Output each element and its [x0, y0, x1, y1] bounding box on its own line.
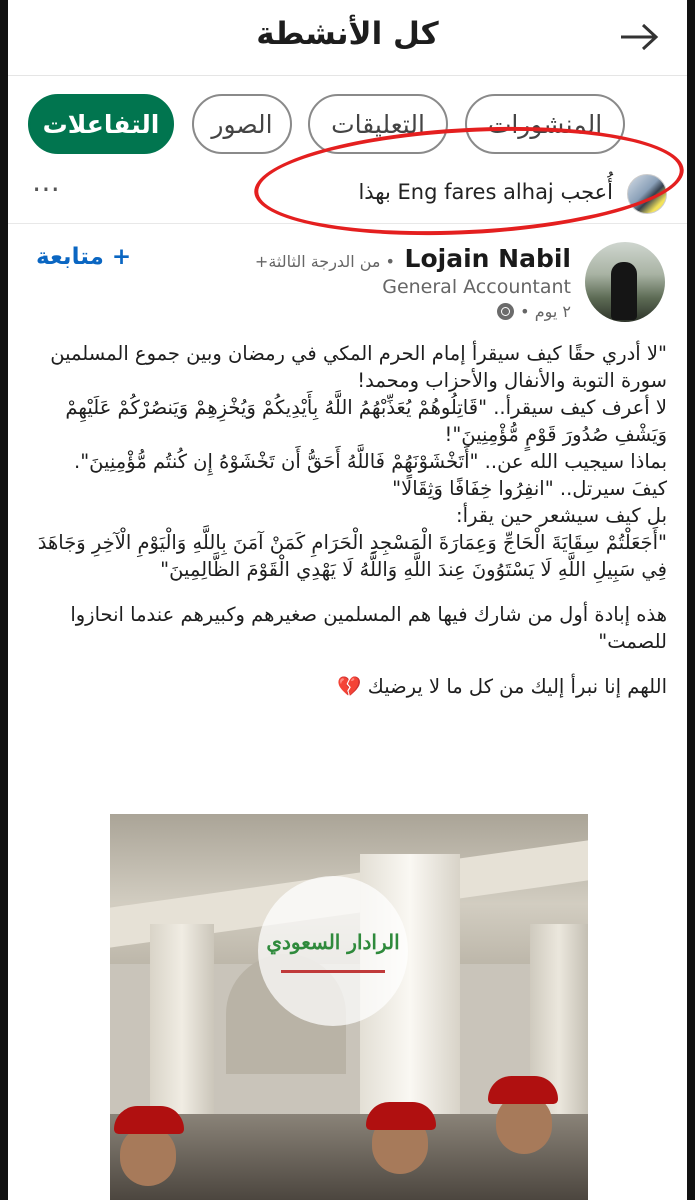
- page-title: كل الأنشطة: [256, 16, 439, 52]
- post-paragraph: بل كيف سيشعر حين يقرأ:: [456, 504, 667, 527]
- filter-comments[interactable]: التعليقات: [308, 94, 448, 154]
- arrow-right-icon[interactable]: [619, 22, 659, 52]
- activity-text: أُعجب Eng fares alhaj بهذا: [358, 180, 613, 204]
- connection-degree: • من الدرجة الثالثة+: [254, 252, 395, 271]
- more-options-icon[interactable]: ⋯: [32, 172, 62, 205]
- post-paragraph: لا أعرف كيف سيقرأ.. "قَاتِلُوهُمْ يُعَذِّبْهُمُ اللَّهُ بِأَيْدِيكُمْ وَيُخْزِهِمْ وَيَنصُرْكُمْ عَلَيْهِمْ وَيَشْفِ صُدُورَ قَوْمٍ مُّؤْمِنِينَ"!: [65, 396, 667, 446]
- post-paragraph: بماذا سيجيب الله عن.. "أَتَخْشَوْنَهُمْ فَاللَّهُ أَحَقُّ أَن تَخْشَوْهُ إِن كُنتُم مُّؤْمِنِينَ".: [74, 450, 667, 473]
- top-bar: [8, 0, 687, 76]
- post-header: [8, 236, 687, 332]
- follow-button[interactable]: + متابعة: [36, 244, 132, 270]
- author-headline: General Accountant: [382, 276, 571, 298]
- filter-posts[interactable]: المنشورات: [465, 94, 625, 154]
- author-avatar[interactable]: [585, 242, 665, 322]
- globe-icon: [497, 303, 514, 320]
- filter-tabs: [8, 94, 687, 156]
- liker-avatar[interactable]: [627, 174, 667, 214]
- post-paragraph: "لا أدري حقًا كيف سيقرأ إمام الحرم المكي في رمضان وبين جموع المسلمين سورة التوبة والأنفال والأحزاب ومحمد!: [50, 342, 667, 392]
- filter-photos[interactable]: الصور: [192, 94, 292, 154]
- post-time-label: ٢ يوم •: [520, 302, 571, 321]
- post-time: [497, 302, 571, 321]
- author-name[interactable]: Lojain Nabil: [404, 244, 571, 273]
- post-paragraph: اللهم إنا نبرأ إليك من كل ما لا يرضيك 💔: [337, 675, 667, 698]
- post-paragraph: هذه إبادة أول من شارك فيها هم المسلمين صغيرهم وكبيرهم عندما انحازوا للصمت": [70, 603, 667, 653]
- activity-screen: [8, 0, 687, 1200]
- activity-line: [8, 168, 687, 224]
- watermark-logo: الرادار السعودي: [258, 876, 408, 1026]
- filter-reactions[interactable]: التفاعلات: [28, 94, 174, 154]
- post-image[interactable]: [110, 814, 588, 1200]
- post-text: [28, 340, 667, 700]
- post-paragraph: "أَجَعَلْتُمْ سِقَايَةَ الْحَاجِّ وَعِمَارَةَ الْمَسْجِدِ الْحَرَامِ كَمَنْ آمَنَ بِاللَّهِ وَالْيَوْمِ الْآخِرِ وَجَاهَدَ فِي سَبِيلِ اللَّهِ لَا يَسْتَوُونَ عِندَ اللَّهِ وَاللَّهُ لَا يَهْدِي الْقَوْمَ الظَّالِمِينَ": [37, 531, 667, 581]
- post-paragraph: كيفَ سيرتل.. "انفِرُوا خِفَافًا وَثِقَالًا": [392, 477, 667, 500]
